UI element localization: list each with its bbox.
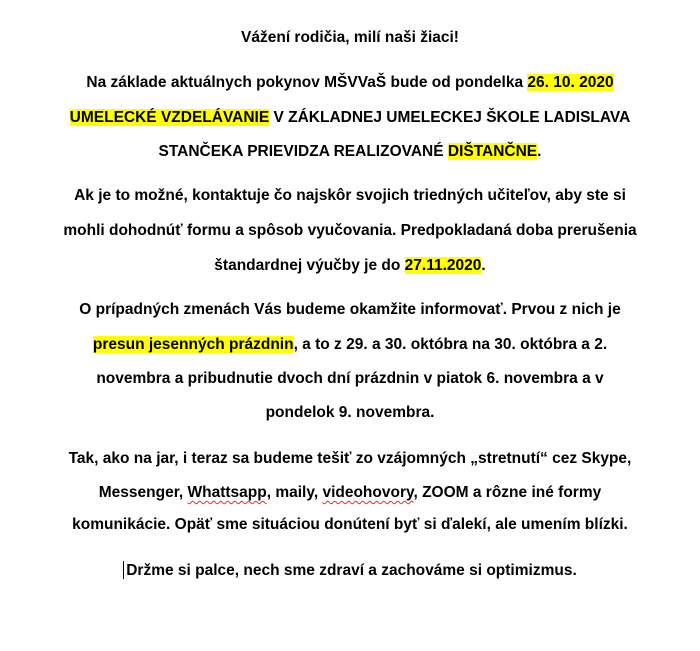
p1-text-c: STANČEKA PRIEVIDZA REALIZOVANÉ [158, 143, 448, 160]
paragraph-1-line-1 [0, 73, 700, 93]
p2-text-1: Ak je to možné, kontaktuje čo najskôr svojich triedných učiteľov, aby ste si [74, 187, 626, 204]
p1-text-d: . [537, 143, 542, 160]
paragraph-4-line-3 [0, 515, 700, 535]
paragraph-2-line-1 [0, 186, 700, 206]
spellcheck-word-videohovory: videohovory [322, 484, 414, 501]
paragraph-4-line-2 [0, 483, 700, 503]
p2-text-2: mohli dohodnúť formu a spôsob vyučovania. Predpokladaná doba prerušenia [63, 222, 637, 239]
p1-text-a: Na základe aktuálnych pokynov MŠVVaŠ bude od pondelka [86, 74, 528, 91]
p2-text-3a: štandardnej výučby je do [214, 257, 405, 274]
paragraph-1-line-3 [0, 142, 700, 162]
closing-text: Držme si palce, nech sme zdraví a zachováme si optimizmus. [126, 562, 577, 579]
p1-highlight-art-education: UMELECKÉ VZDELÁVANIE [69, 109, 270, 126]
paragraph-3-line-2 [0, 335, 700, 355]
p3-highlight-holiday-move: presun jesenných prázdnin [92, 336, 294, 353]
p1-text-b: V ZÁKLADNEJ UMELECKEJ ŠKOLE LADISLAVA [269, 109, 631, 126]
p4-text-2b: , maily, [266, 484, 323, 501]
p4-text-2a: Messenger, [98, 484, 188, 501]
paragraph-3-line-3 [0, 369, 700, 389]
p1-highlight-date: 26. 10. 2020 [527, 74, 614, 91]
p3-text-3: novembra a pribudnutie dvoch dní prázdnin v piatok 6. novembra a v [96, 370, 604, 387]
paragraph-1-line-2 [0, 108, 700, 128]
p2-highlight-end-date: 27.11.2020 [404, 257, 482, 274]
paragraph-4-line-1 [0, 449, 700, 469]
paragraph-3-line-4 [0, 403, 700, 423]
p4-text-2c: , ZOOM a rôzne iné formy [413, 484, 602, 501]
p3-text-4: pondelok 9. novembra. [265, 404, 435, 421]
text-cursor [123, 561, 124, 579]
p3-text-2b: , a to z 29. a 30. októbra na 30. októbra a 2. [293, 336, 608, 353]
paragraph-3-line-1 [0, 300, 700, 320]
p4-text-1: Tak, ako na jar, i teraz sa budeme tešiť zo vzájomných „stretnutí“ cez Skype, [68, 450, 632, 467]
p1-highlight-distance: DIŠTANČNE [447, 143, 538, 160]
spellcheck-word-whattsapp: Whattsapp [187, 484, 267, 501]
p3-text-1: O prípadných zmenách Vás budeme okamžite informovať. Prvou z nich je [79, 301, 621, 318]
paragraph-2-line-2 [0, 221, 700, 241]
p2-text-3b: . [481, 257, 486, 274]
paragraph-2-line-3 [0, 256, 700, 276]
closing-line [0, 561, 700, 581]
greeting-text: Vážení rodičia, milí naši žiaci! [241, 29, 459, 46]
greeting [0, 28, 700, 48]
p4-text-3: komunikácie. Opäť sme situáciou donútení byť si ďalekí, ale umením blízki. [72, 516, 628, 533]
